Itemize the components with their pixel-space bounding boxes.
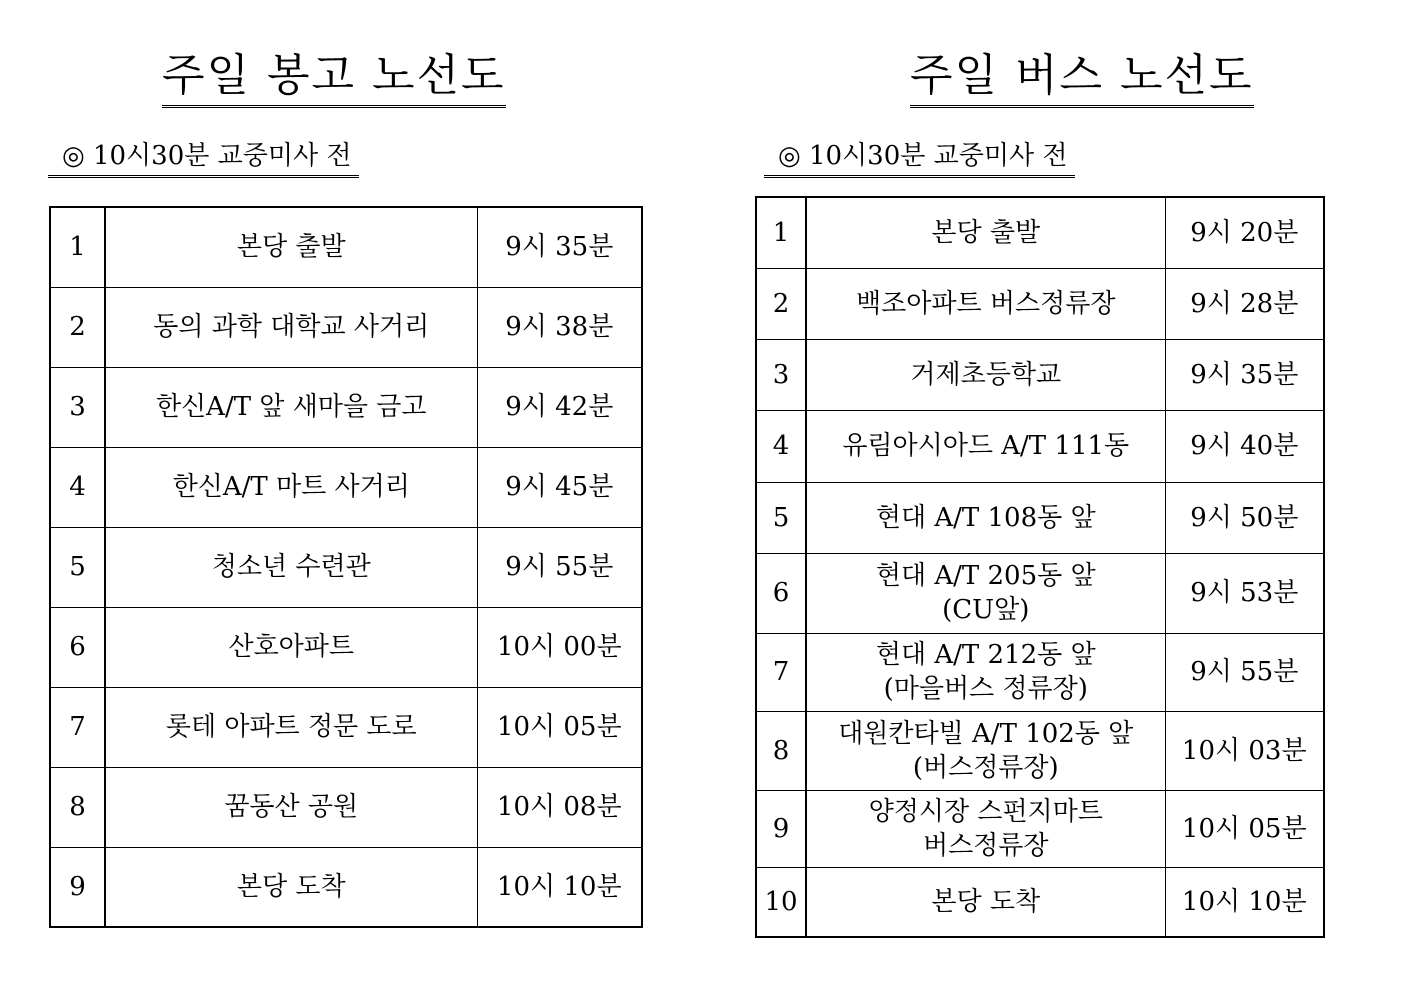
stop-number: 1 — [50, 207, 105, 287]
departure-time: 9시 20분 — [1165, 197, 1324, 268]
stop-name-line: 거제초등학교 — [910, 359, 1062, 390]
stop-name-line: (CU앞) — [942, 595, 1030, 625]
table-row — [756, 553, 1324, 633]
departure-time: 10시 03분 — [1165, 711, 1324, 790]
departure-time: 10시 08분 — [477, 767, 642, 847]
stop-name-line: 본당 출발 — [931, 217, 1041, 248]
stop-name — [806, 482, 1165, 553]
departure-time: 9시 50분 — [1165, 482, 1324, 553]
stop-name-line: 청소년 수련관 — [211, 552, 371, 582]
stop-name-line: 롯테 아파트 정문 도로 — [165, 712, 417, 742]
departure-time: 9시 38분 — [477, 287, 642, 367]
table-row — [50, 687, 642, 767]
stop-name-line: 산호아파트 — [228, 632, 355, 662]
stop-name-line: (버스정류장) — [912, 752, 1059, 783]
stop-name-line: 유림아시아드 A/T 111동 — [842, 431, 1130, 461]
table-row — [50, 367, 642, 447]
stop-name-line: 한신A/T 앞 새마을 금고 — [155, 392, 427, 422]
table-row — [756, 197, 1324, 268]
right-title: 주일 버스 노선도 — [910, 48, 1254, 108]
departure-time: 9시 42분 — [477, 367, 642, 447]
table-row — [50, 767, 642, 847]
stop-name-line: 대원칸타빌 A/T 102동 앞 — [838, 718, 1134, 749]
stop-name — [105, 687, 477, 767]
stop-name-line: 현대 A/T 108동 앞 — [875, 502, 1096, 533]
stop-name — [806, 197, 1165, 268]
stop-number: 7 — [756, 633, 806, 711]
stop-name — [806, 867, 1165, 937]
stop-name — [105, 207, 477, 287]
stop-name — [105, 367, 477, 447]
stop-name — [105, 527, 477, 607]
departure-time: 9시 40분 — [1165, 410, 1324, 482]
stop-name-line: 본당 도착 — [931, 886, 1041, 917]
table-row — [756, 711, 1324, 790]
stop-name — [806, 711, 1165, 790]
stop-number: 5 — [756, 482, 806, 553]
stop-number: 4 — [756, 410, 806, 482]
stop-number: 8 — [50, 767, 105, 847]
stop-name — [105, 447, 477, 527]
departure-time: 10시 05분 — [1165, 790, 1324, 867]
stop-name — [806, 633, 1165, 711]
stop-name — [806, 410, 1165, 482]
departure-time: 9시 35분 — [477, 207, 642, 287]
table-row — [50, 447, 642, 527]
stop-number: 9 — [50, 847, 105, 927]
stop-name — [105, 287, 477, 367]
stop-name — [806, 339, 1165, 410]
stop-name-line: 본당 출발 — [236, 232, 346, 263]
departure-time: 10시 10분 — [477, 847, 642, 927]
stop-name — [806, 268, 1165, 339]
stop-number: 3 — [50, 367, 105, 447]
left-subtitle: ◎ 10시30분 교중미사 전 — [48, 140, 359, 178]
stop-name-line: 꿈동산 공원 — [224, 792, 359, 822]
departure-time: 9시 35분 — [1165, 339, 1324, 410]
stop-name-line: 본당 도착 — [236, 871, 346, 902]
stop-name — [806, 790, 1165, 867]
stop-number: 2 — [756, 268, 806, 339]
stop-name-line: 버스정류장 — [922, 830, 1049, 861]
stop-number: 9 — [756, 790, 806, 867]
stop-name — [105, 847, 477, 927]
table-row — [756, 410, 1324, 482]
departure-time: 10시 00분 — [477, 607, 642, 687]
departure-time: 10시 10분 — [1165, 867, 1324, 937]
departure-time: 9시 53분 — [1165, 553, 1324, 633]
table-row — [756, 790, 1324, 867]
table-row — [50, 527, 642, 607]
stop-name-line: 한신A/T 마트 사거리 — [172, 472, 410, 502]
right-subtitle: ◎ 10시30분 교중미사 전 — [764, 140, 1075, 178]
table-row — [50, 287, 642, 367]
stop-name-line: 양정시장 스펀지마트 — [868, 796, 1103, 827]
left-route-table — [49, 206, 643, 928]
departure-time: 9시 55분 — [1165, 633, 1324, 711]
stop-number: 4 — [50, 447, 105, 527]
stop-number: 3 — [756, 339, 806, 410]
stop-name — [105, 607, 477, 687]
stop-number: 10 — [756, 867, 806, 937]
stop-name-line: 동의 과학 대학교 사거리 — [153, 312, 430, 342]
table-row — [756, 867, 1324, 937]
stop-name-line: 백조아파트 버스정류장 — [856, 288, 1116, 319]
stop-name-line: 현대 A/T 212동 앞 — [875, 640, 1096, 670]
stop-number: 6 — [756, 553, 806, 633]
stop-name — [806, 553, 1165, 633]
table-row — [756, 339, 1324, 410]
stop-number: 1 — [756, 197, 806, 268]
departure-time: 10시 05분 — [477, 687, 642, 767]
table-row — [50, 607, 642, 687]
departure-time: 9시 55분 — [477, 527, 642, 607]
stop-number: 8 — [756, 711, 806, 790]
table-row — [756, 268, 1324, 339]
departure-time: 9시 45분 — [477, 447, 642, 527]
left-title: 주일 봉고 노선도 — [162, 48, 506, 108]
stop-name-line: (마을버스 정류장) — [883, 674, 1088, 704]
stop-name-line: 현대 A/T 205동 앞 — [875, 561, 1096, 591]
stop-number: 5 — [50, 527, 105, 607]
table-row — [756, 633, 1324, 711]
stop-number: 2 — [50, 287, 105, 367]
stop-name — [105, 767, 477, 847]
table-row — [756, 482, 1324, 553]
stop-number: 6 — [50, 607, 105, 687]
table-row — [50, 207, 642, 287]
departure-time: 9시 28분 — [1165, 268, 1324, 339]
stop-number: 7 — [50, 687, 105, 767]
table-row — [50, 847, 642, 927]
right-route-table — [755, 196, 1325, 938]
